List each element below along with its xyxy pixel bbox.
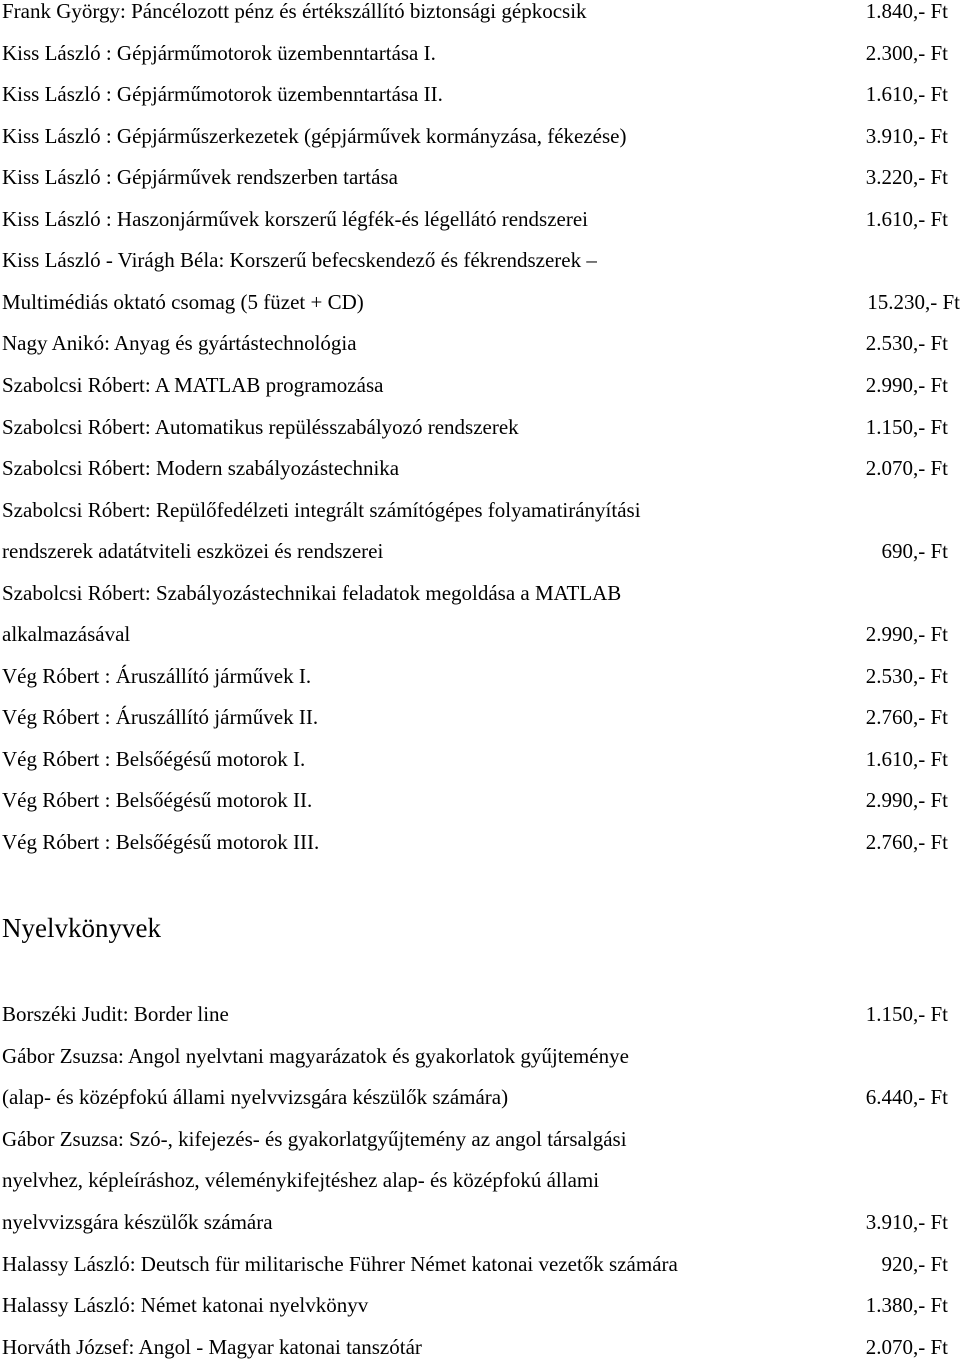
book-title: alkalmazásával [2,622,131,647]
book-price: 1.840,- Ft [865,0,948,23]
book-title: Szabolcsi Róbert: Szabályozástechnikai feladatok megoldása a MATLAB [2,580,622,605]
list-item-line [0,328,960,358]
book-price: 2.990,- Ft [865,372,948,397]
list-item-line [0,1165,960,1195]
list-item-line [0,999,960,1029]
list-item-line [0,619,960,649]
book-price: 15.230,- Ft [867,289,960,314]
list-item-line [0,536,960,566]
list-item-line [0,412,960,442]
book-price: 2.990,- Ft [865,788,948,813]
book-title: Kiss László : Haszonjárművek korszerű légfék-és légellátó rendszerei [2,206,589,231]
list-item-line [0,245,960,275]
book-title: Vég Róbert : Áruszállító járművek I. [2,663,312,688]
book-title: Multimédiás oktató csomag (5 füzet + CD) [2,289,364,314]
book-title: Gábor Zsuzsa: Szó-, kifejezés- és gyakorlatgyűjtemény az angol társalgási [2,1126,627,1151]
book-title: Horváth József: Angol - Magyar katonai tanszótár [2,1334,422,1359]
book-price: 2.530,- Ft [865,663,948,688]
book-title: Frank György: Páncélozott pénz és értékszállító biztonsági gépkocsik [2,0,587,23]
book-price: 2.760,- Ft [865,705,948,730]
book-price: 1.610,- Ft [865,206,948,231]
list-item-line [0,1290,960,1320]
list-item-line [0,785,960,815]
list-item-line [0,661,960,691]
book-price: 1.150,- Ft [865,1002,948,1026]
book-price: 2.990,- Ft [865,622,948,647]
list-item-line [0,287,960,317]
list-item-line [0,578,960,608]
list-item-line [0,0,960,26]
book-price: 1.150,- Ft [865,414,948,439]
list-item-line [0,79,960,109]
book-price: 3.220,- Ft [865,165,948,190]
list-item-line [0,1082,960,1112]
book-title: Szabolcsi Róbert: Modern szabályozástechnika [2,456,400,481]
list-item-line [0,162,960,192]
list-item-line [0,702,960,732]
book-title: (alap- és középfokú állami nyelvvizsgára készülők számára) [2,1085,509,1110]
list-item-line [0,1041,960,1071]
list-item-line [0,1124,960,1154]
book-title: Vég Róbert : Áruszállító járművek II. [2,705,319,730]
book-price: 1.610,- Ft [865,82,948,107]
book-title: nyelvvizsgára készülők számára [2,1210,273,1234]
book-price: 2.070,- Ft [865,456,948,481]
list-item-line [0,38,960,68]
book-title: Halassy László: Német katonai nyelvkönyv [2,1293,369,1318]
book-title: Kiss László : Gépjárműmotorok üzembenntartása I. [2,40,436,65]
list-item-line [0,744,960,774]
book-price: 1.610,- Ft [865,746,948,771]
book-title: Vég Róbert : Belsőégésű motorok I. [2,746,306,771]
book-price: 6.440,- Ft [865,1085,948,1110]
book-price: 690,- Ft [881,539,948,564]
book-price: 2.760,- Ft [865,830,948,854]
book-price: 920,- Ft [881,1251,948,1276]
book-title: rendszerek adatátviteli eszközei és rendszerei [2,539,384,564]
list-item-line [0,121,960,151]
book-title: Halassy László: Deutsch für militarische Führer Német katonai vezetők számára [2,1251,678,1276]
list-item-line [0,495,960,525]
book-price: 2.300,- Ft [865,40,948,65]
book-title: Szabolcsi Róbert: Automatikus repülésszabályozó rendszerek [2,414,519,439]
book-title: Gábor Zsuzsa: Angol nyelvtani magyarázatok és gyakorlatok gyűjteménye [2,1043,629,1068]
list-item-line [0,1207,960,1237]
book-title: Nagy Anikó: Anyag és gyártástechnológia [2,331,357,356]
book-price: 3.910,- Ft [865,123,948,148]
list-item-line [0,204,960,234]
book-title: Vég Róbert : Belsőégésű motorok III. [2,830,320,854]
book-title: Kiss László : Gépjárművek rendszerben tartása [2,165,398,190]
section-heading: Nyelvkönyvek [2,913,161,943]
book-title: Kiss László : Gépjárműszerkezetek (gépjárművek kormányzása, fékezése) [2,123,627,148]
list-item-line [0,1332,960,1362]
book-price: 2.530,- Ft [865,331,948,356]
list-item-line [0,827,960,857]
book-title: Kiss László : Gépjárműmotorok üzembenntartása II. [2,82,443,107]
book-title: Borszéki Judit: Border line [2,1002,229,1026]
book-title: Kiss László - Virágh Béla: Korszerű befecskendező és fékrendszerek – [2,248,597,273]
book-title: nyelvhez, képleíráshoz, véleménykifejtéshez alap- és középfokú állami [2,1168,600,1193]
book-price: 2.070,- Ft [865,1334,948,1359]
list-item-line [0,1249,960,1279]
book-price: 3.910,- Ft [865,1210,948,1234]
book-price: 1.380,- Ft [865,1293,948,1318]
list-item-line [0,453,960,483]
book-title: Szabolcsi Róbert: A MATLAB programozása [2,372,384,397]
book-title: Vég Róbert : Belsőégésű motorok II. [2,788,313,813]
list-item-line [0,370,960,400]
book-title: Szabolcsi Róbert: Repülőfedélzeti integrált számítógépes folyamatirányítási [2,497,641,522]
